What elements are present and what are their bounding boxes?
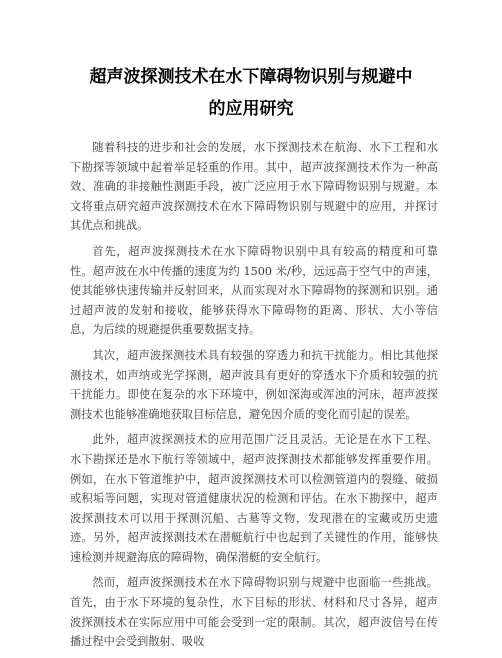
paragraph-3: 其次，超声波探测技术具有较强的穿透力和抗干扰能力。相比其他探测技术，如声纳或光学探测，超声波具有更好的穿透水下介质和较强的抗干扰能力。即使在复杂的水下环境中，例如深海或浑浊的河床，超声波探测技术也能够准确地获取目标信息，避免因介质的变化而引起的误差。 bbox=[70, 348, 438, 421]
document-body bbox=[70, 138, 438, 658]
paragraph-1: 随着科技的进步和社会的发展，水下探测技术在航海、水下工程和水下勘探等领域中起着举足轻重的作用。其中，超声波探测技术作为一种高效、准确的非接触性测距手段，被广泛应用于水下障碍物识别与规避。本文将重点研究超声波探测技术在水下障碍物识别与规避中的应用，并探讨其优点和挑战。 bbox=[70, 141, 438, 233]
paragraph-4: 此外，超声波探测技术的应用范围广泛且灵活。无论是在水下工程、水下勘探还是水下航行等领域中，超声波探测技术都能够发挥重要作用。例如，在水下管道维护中，超声波探测技术可以检测管道内的裂缝、破损或积垢等问题，实现对管道健康状况的检测和评估。在水下勘探中，超声波探测技术可以用于探测沉船、古墓等文物，发现潜在的宝藏或历史遗迹。另外，超声波探测技术在潜艇航行中也起到了关键性的作用，能够快速检测并规避海底的障碍物，确保潜艇的安全航行。 bbox=[70, 433, 438, 564]
paragraph-2: 首先，超声波探测技术在水下障碍物识别中具有较高的精度和可靠性。超声波在水中传播的速度为约 1500 米/秒，远远高于空气中的声速，使其能够快速传输并反射回来，从而实现对水下障碍物的探测和识别。通过超声波的发射和接收，能够获得水下障碍物的距离、形状、大小等信息，为后续的规避提供重要数据支持。 bbox=[70, 244, 438, 337]
document-title-line-2: 的应用研究 bbox=[208, 99, 294, 119]
document-title-line-1: 超声波探测技术在水下障碍物识别与规避中 bbox=[89, 67, 413, 87]
paragraph-5: 然而，超声波探测技术在水下障碍物识别与规避中也面临一些挑战。首先，由于水下环境的复杂性，水下目标的形状、材料和尺寸各异，超声波探测技术在实际应用中可能会受到一定的限制。其次，超声波信号在传播过程中会受到散射、吸收 bbox=[70, 576, 438, 649]
